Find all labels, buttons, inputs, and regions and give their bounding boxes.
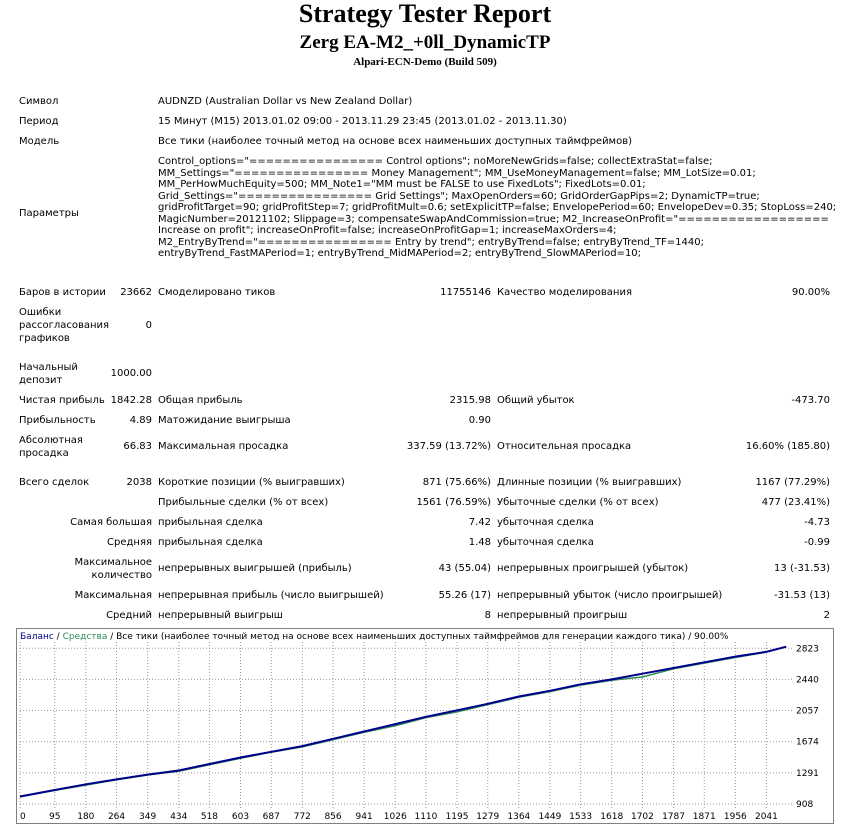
x-tick-label: 941 bbox=[355, 812, 373, 822]
params-line: gridProfitTarget=90; gridProfitStep=7; gridProfitMult=0.6; setExplicitTP=false; EnvelopePeriod=60; EnvelopeDev=0.35; StopLoss=240; bbox=[158, 202, 837, 213]
x-tick-label: 180 bbox=[77, 812, 95, 822]
chart-legend bbox=[20, 632, 729, 642]
expected-payoff-label: Матожидание выигрыша bbox=[158, 415, 291, 426]
x-tick-label: 687 bbox=[262, 812, 280, 822]
abs-dd-label-2: просадка bbox=[19, 448, 69, 459]
profit-trades-value: 1561 (76.59%) bbox=[416, 497, 491, 508]
consec-losses-value: 13 (-31.53) bbox=[774, 563, 830, 574]
errors-label-2: рассогласования bbox=[19, 320, 110, 331]
x-tick-label: 856 bbox=[324, 812, 342, 822]
params-line: M2_EntryByTrend="================ Entry by trend"; entryByTrend=false; entryByTrend_TF=1440; bbox=[158, 236, 704, 248]
x-tick-label: 1618 bbox=[600, 812, 624, 822]
avg-wins-label: непрерывный выигрыш bbox=[158, 610, 283, 621]
average-loss-value: -0.99 bbox=[804, 537, 830, 548]
params-line: Grid_Settings="================ Grid Settings"; MaxOpenOrders=60; GridOrderGapPips=2; DynamicTP=true; bbox=[158, 190, 760, 202]
largest-label: Самая большая bbox=[70, 517, 152, 528]
max-count-label-1: Максимальное bbox=[74, 557, 152, 568]
x-tick-label: 1026 bbox=[383, 812, 407, 822]
gross-loss-label: Общий убыток bbox=[497, 395, 575, 406]
consec-profit-value: 55.26 (17) bbox=[438, 590, 491, 601]
legend-separator: / bbox=[53, 632, 63, 642]
x-tick-label: 264 bbox=[107, 812, 126, 822]
profit-factor-label: Прибыльность bbox=[19, 415, 96, 426]
deposit-label-1: Начальный bbox=[19, 362, 78, 373]
x-tick-label: 1364 bbox=[507, 812, 531, 822]
y-tick-label: 2057 bbox=[796, 706, 819, 717]
legend-model-info: / Все тики (наиболее точный метод на основе всех наименьших доступных таймфреймов для генерации каждого тика) / 90.00% bbox=[107, 632, 729, 642]
y-tick-label: 2440 bbox=[796, 675, 819, 686]
params-line: MM_Settings="================ Money Management"; MM_UseMoneyManagement=false; MM_LotSize=0.01; bbox=[158, 167, 756, 179]
loss-trades-value: 477 (23.41%) bbox=[761, 497, 830, 508]
period-label: Период bbox=[19, 116, 59, 127]
profit-factor-value: 4.89 bbox=[129, 415, 152, 426]
avg-label: Средний bbox=[106, 610, 152, 621]
short-value: 871 (75.66%) bbox=[422, 477, 491, 488]
period-value: 15 Минут (M15) 2013.01.02 09:00 - 2013.11.29 23:45 (2013.01.02 - 2013.11.30) bbox=[158, 116, 567, 127]
consec-profit-label: непрерывная прибыль (число выигрышей) bbox=[158, 590, 384, 601]
legend-equity: Средства bbox=[62, 632, 108, 642]
rel-dd-label: Относительная просадка bbox=[497, 441, 632, 452]
average-profit-value: 1.48 bbox=[468, 537, 491, 548]
quality-value: 90.00% bbox=[791, 287, 830, 298]
gross-profit-value: 2315.98 bbox=[449, 395, 491, 406]
maximal-label: Максимальная bbox=[74, 590, 152, 601]
net-profit-value: 1842.28 bbox=[110, 395, 152, 406]
quality-label: Качество моделирования bbox=[497, 287, 632, 298]
x-tick-label: 772 bbox=[293, 812, 311, 822]
model-value: Все тики (наиболее точный метод на основе всех наименьших доступных таймфреймов) bbox=[158, 136, 633, 147]
abs-dd-label-1: Абсолютная bbox=[19, 435, 83, 446]
params-line: MM_PerHowMuchEquity=500; MM_Note1="MM must be FALSE to use FixedLots"; FixedLots=0.01; bbox=[158, 179, 646, 190]
short-label: Короткие позиции (% выигравших) bbox=[158, 477, 345, 488]
y-tick-label: 1291 bbox=[796, 768, 819, 779]
profit-trades-label: Прибыльные сделки (% от всех) bbox=[158, 497, 329, 508]
params-line: Increase on profit"; increaseOnProfit=false; increaseOnProfitGap=1; increaseMaxOrders=4; bbox=[158, 225, 617, 236]
consec-losses-label: непрерывных проигрышей (убыток) bbox=[497, 563, 689, 574]
symbol-value: AUDNZD (Australian Dollar vs New Zealand Dollar) bbox=[158, 96, 413, 107]
errors-value: 0 bbox=[145, 320, 152, 331]
params-line: MagicNumber=20121102; Slippage=3; compensateSwapAndCommission=true; M2_IncreaseOnProfit="================== bbox=[158, 213, 829, 225]
params-value bbox=[158, 156, 836, 260]
x-tick-label: 1533 bbox=[569, 812, 593, 822]
long-value: 1167 (77.29%) bbox=[755, 477, 830, 488]
x-tick-label: 349 bbox=[139, 812, 157, 822]
rel-dd-value: 16.60% (185.80) bbox=[745, 441, 830, 452]
x-tick-label: 1787 bbox=[662, 812, 685, 822]
report-title: Strategy Tester Report bbox=[298, 0, 552, 28]
x-tick-label: 1871 bbox=[692, 812, 716, 822]
abs-dd-value: 66.83 bbox=[123, 441, 152, 452]
legend-balance: Баланс bbox=[20, 632, 54, 642]
consec-wins-label: непрерывных выигрышей (прибыль) bbox=[158, 563, 352, 574]
x-tick-label: 603 bbox=[231, 812, 250, 822]
consec-loss-label: непрерывный убыток (число проигрышей) bbox=[497, 590, 723, 601]
net-profit-label: Чистая прибыль bbox=[19, 395, 105, 406]
ticks-value: 11755146 bbox=[440, 287, 491, 298]
total-trades-value: 2038 bbox=[126, 477, 152, 488]
avg-wins-value: 8 bbox=[484, 610, 491, 621]
x-tick-label: 1195 bbox=[445, 812, 469, 822]
largest-loss-label: убыточная сделка bbox=[497, 517, 594, 528]
gross-profit-label: Общая прибыль bbox=[158, 395, 243, 406]
symbol-label: Символ bbox=[19, 96, 59, 107]
max-count-label-2: количество bbox=[91, 570, 152, 581]
max-dd-label: Максимальная просадка bbox=[158, 441, 289, 452]
bars-value: 23662 bbox=[120, 287, 152, 298]
x-tick-label: 1449 bbox=[538, 812, 562, 822]
expert-name: Zerg EA-M2_+0ll_DynamicTP bbox=[299, 32, 551, 53]
average-profit-label: прибыльная сделка bbox=[158, 537, 263, 548]
total-trades-label: Всего сделок bbox=[19, 477, 90, 488]
x-tick-label: 0 bbox=[20, 812, 26, 822]
x-tick-label: 518 bbox=[200, 812, 219, 822]
average-label: Средняя bbox=[107, 537, 152, 548]
errors-label-1: Ошибки bbox=[19, 307, 62, 318]
params-line: Control_options="================ Control options"; noMoreNewGrids=false; collectExtraStat=false; bbox=[158, 156, 713, 167]
loss-trades-label: Убыточные сделки (% от всех) bbox=[497, 497, 659, 508]
expected-payoff-value: 0.90 bbox=[468, 415, 491, 426]
balance-chart bbox=[16, 628, 834, 824]
x-tick-label: 1110 bbox=[414, 812, 438, 822]
average-loss-label: убыточная сделка bbox=[497, 537, 594, 548]
y-tick-label: 908 bbox=[796, 800, 814, 810]
consec-loss-value: -31.53 (13) bbox=[774, 590, 830, 601]
largest-profit-label: прибыльная сделка bbox=[158, 517, 263, 528]
y-tick-label: 1674 bbox=[796, 737, 819, 748]
x-tick-label: 434 bbox=[170, 812, 188, 822]
long-label: Длинные позиции (% выигравших) bbox=[497, 477, 682, 488]
deposit-label-2: депозит bbox=[19, 375, 63, 386]
bars-label: Баров в истории bbox=[19, 287, 106, 298]
max-dd-value: 337.59 (13.72%) bbox=[406, 441, 491, 452]
model-label: Модель bbox=[19, 136, 60, 147]
x-tick-label: 2041 bbox=[754, 812, 778, 822]
gross-loss-value: -473.70 bbox=[791, 395, 830, 406]
avg-losses-label: непрерывный проигрыш bbox=[497, 610, 628, 621]
server-build: Alpari-ECN-Demo (Build 509) bbox=[353, 56, 497, 68]
deposit-value: 1000.00 bbox=[110, 368, 152, 379]
largest-loss-value: -4.73 bbox=[804, 517, 830, 528]
chart-frame bbox=[17, 629, 834, 824]
largest-profit-value: 7.42 bbox=[468, 517, 491, 528]
x-tick-label: 95 bbox=[49, 812, 61, 822]
y-tick-label: 2823 bbox=[796, 644, 819, 655]
x-tick-label: 1956 bbox=[723, 812, 747, 822]
params-line: entryByTrend_FastMAPeriod=1; entryByTrend_MidMAPeriod=2; entryByTrend_SlowMAPeriod=10; bbox=[158, 248, 642, 259]
errors-label-3: графиков bbox=[19, 333, 70, 344]
ticks-label: Смоделировано тиков bbox=[158, 287, 276, 298]
consec-wins-value: 43 (55.04) bbox=[438, 563, 491, 574]
avg-losses-value: 2 bbox=[823, 610, 830, 621]
x-tick-label: 1279 bbox=[476, 812, 500, 822]
params-label: Параметры bbox=[19, 208, 79, 219]
x-tick-label: 1702 bbox=[630, 812, 654, 822]
